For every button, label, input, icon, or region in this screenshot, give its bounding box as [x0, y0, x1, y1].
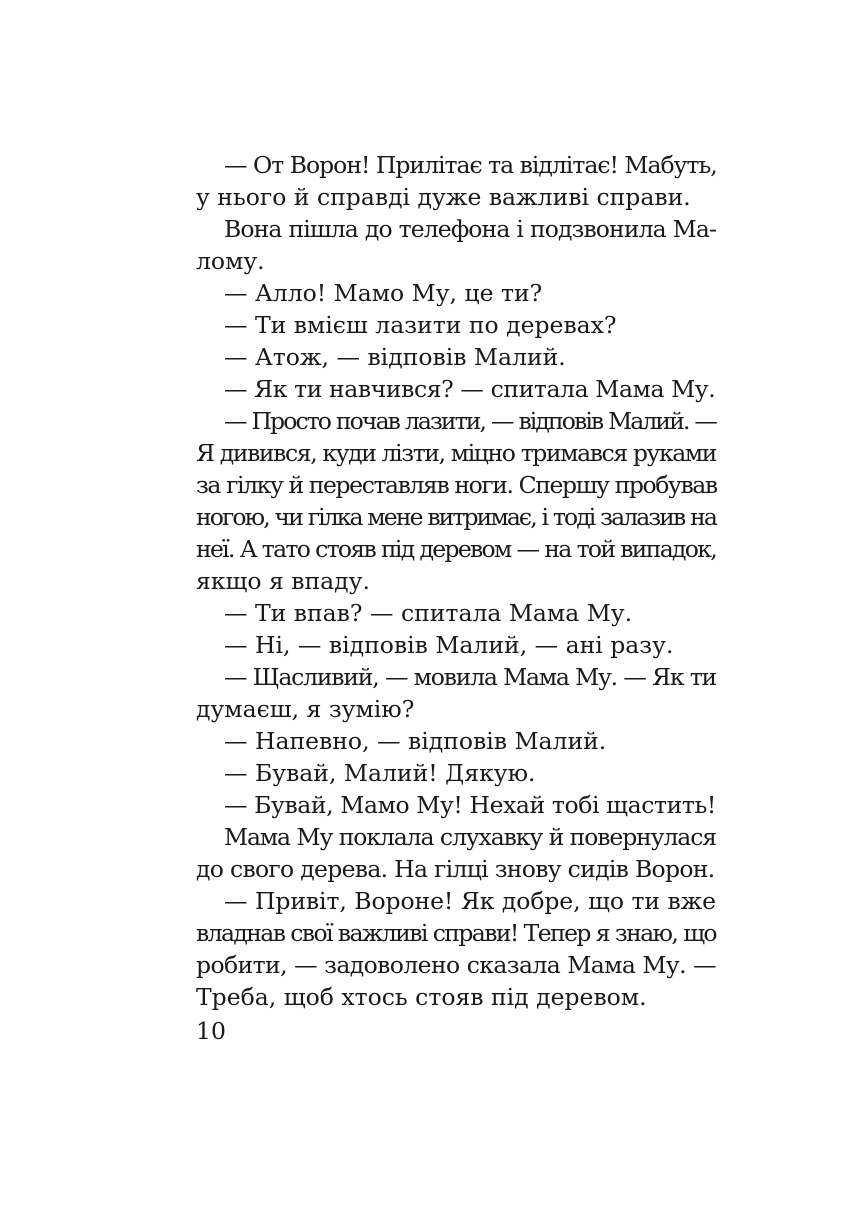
text-line: — Ти вмієш лазити по деревах? — [224, 311, 617, 339]
text-line: — Атож, — відповів Малий. — [224, 343, 566, 371]
text-line: Треба, щоб хтось стояв під деревом. — [196, 983, 647, 1011]
text-line: неї. А тато стояв під деревом — на той випадок, — [196, 535, 716, 563]
text-line: — От Ворон! Прилітає та відлітає! Мабуть, — [224, 151, 717, 179]
text-line: лому. — [196, 247, 265, 275]
text-line: Мама Му поклала слухавку й повернулася — [224, 823, 716, 851]
text-line: робити, — задоволено сказала Мама Му. — — [196, 951, 716, 979]
text-line: — Бувай, Мамо Му! Нехай тобі щастить! — [224, 791, 716, 819]
text-line: до свого дерева. На гілці знову сидів Ворон. — [196, 855, 715, 883]
body-text — [196, 149, 716, 1013]
text-line: — Привіт, Вороне! Як добре, що ти вже — [224, 887, 716, 915]
text-line: — Ти впав? — спитала Мама Му. — [224, 599, 633, 627]
text-line: Я дивився, куди лізти, міцно тримався руками — [196, 439, 716, 467]
text-line: — Напевно, — відповів Малий. — [224, 727, 607, 755]
text-line: — Бувай, Малий! Дякую. — [224, 759, 536, 787]
text-line: владнав свої важливі справи! Тепер я знаю, що — [196, 919, 716, 947]
text-line: — Просто почав лазити, — відповів Малий. — — [224, 407, 716, 435]
text-line: — Як ти навчився? — спитала Мама Му. — [224, 375, 716, 403]
text-line: — Щасливий, — мовила Мама Му. — Як ти — [224, 663, 716, 691]
text-line: — Ні, — відповів Малий, — ані разу. — [224, 631, 674, 659]
text-line: якщо я впаду. — [196, 567, 370, 595]
text-line: думаєш, я зумію? — [196, 695, 415, 723]
text-line: у нього й справді дуже важливі справи. — [196, 183, 691, 211]
text-line: — Алло! Мамо Му, це ти? — [224, 279, 543, 307]
text-line: ногою, чи гілка мене витримає, і тоді залазив на — [196, 503, 716, 531]
text-line: Вона пішла до телефона і подзвонила Ма- — [224, 215, 716, 243]
page-number: 10 — [196, 1017, 226, 1045]
text-line: за гілку й переставляв ноги. Спершу пробував — [196, 471, 717, 499]
